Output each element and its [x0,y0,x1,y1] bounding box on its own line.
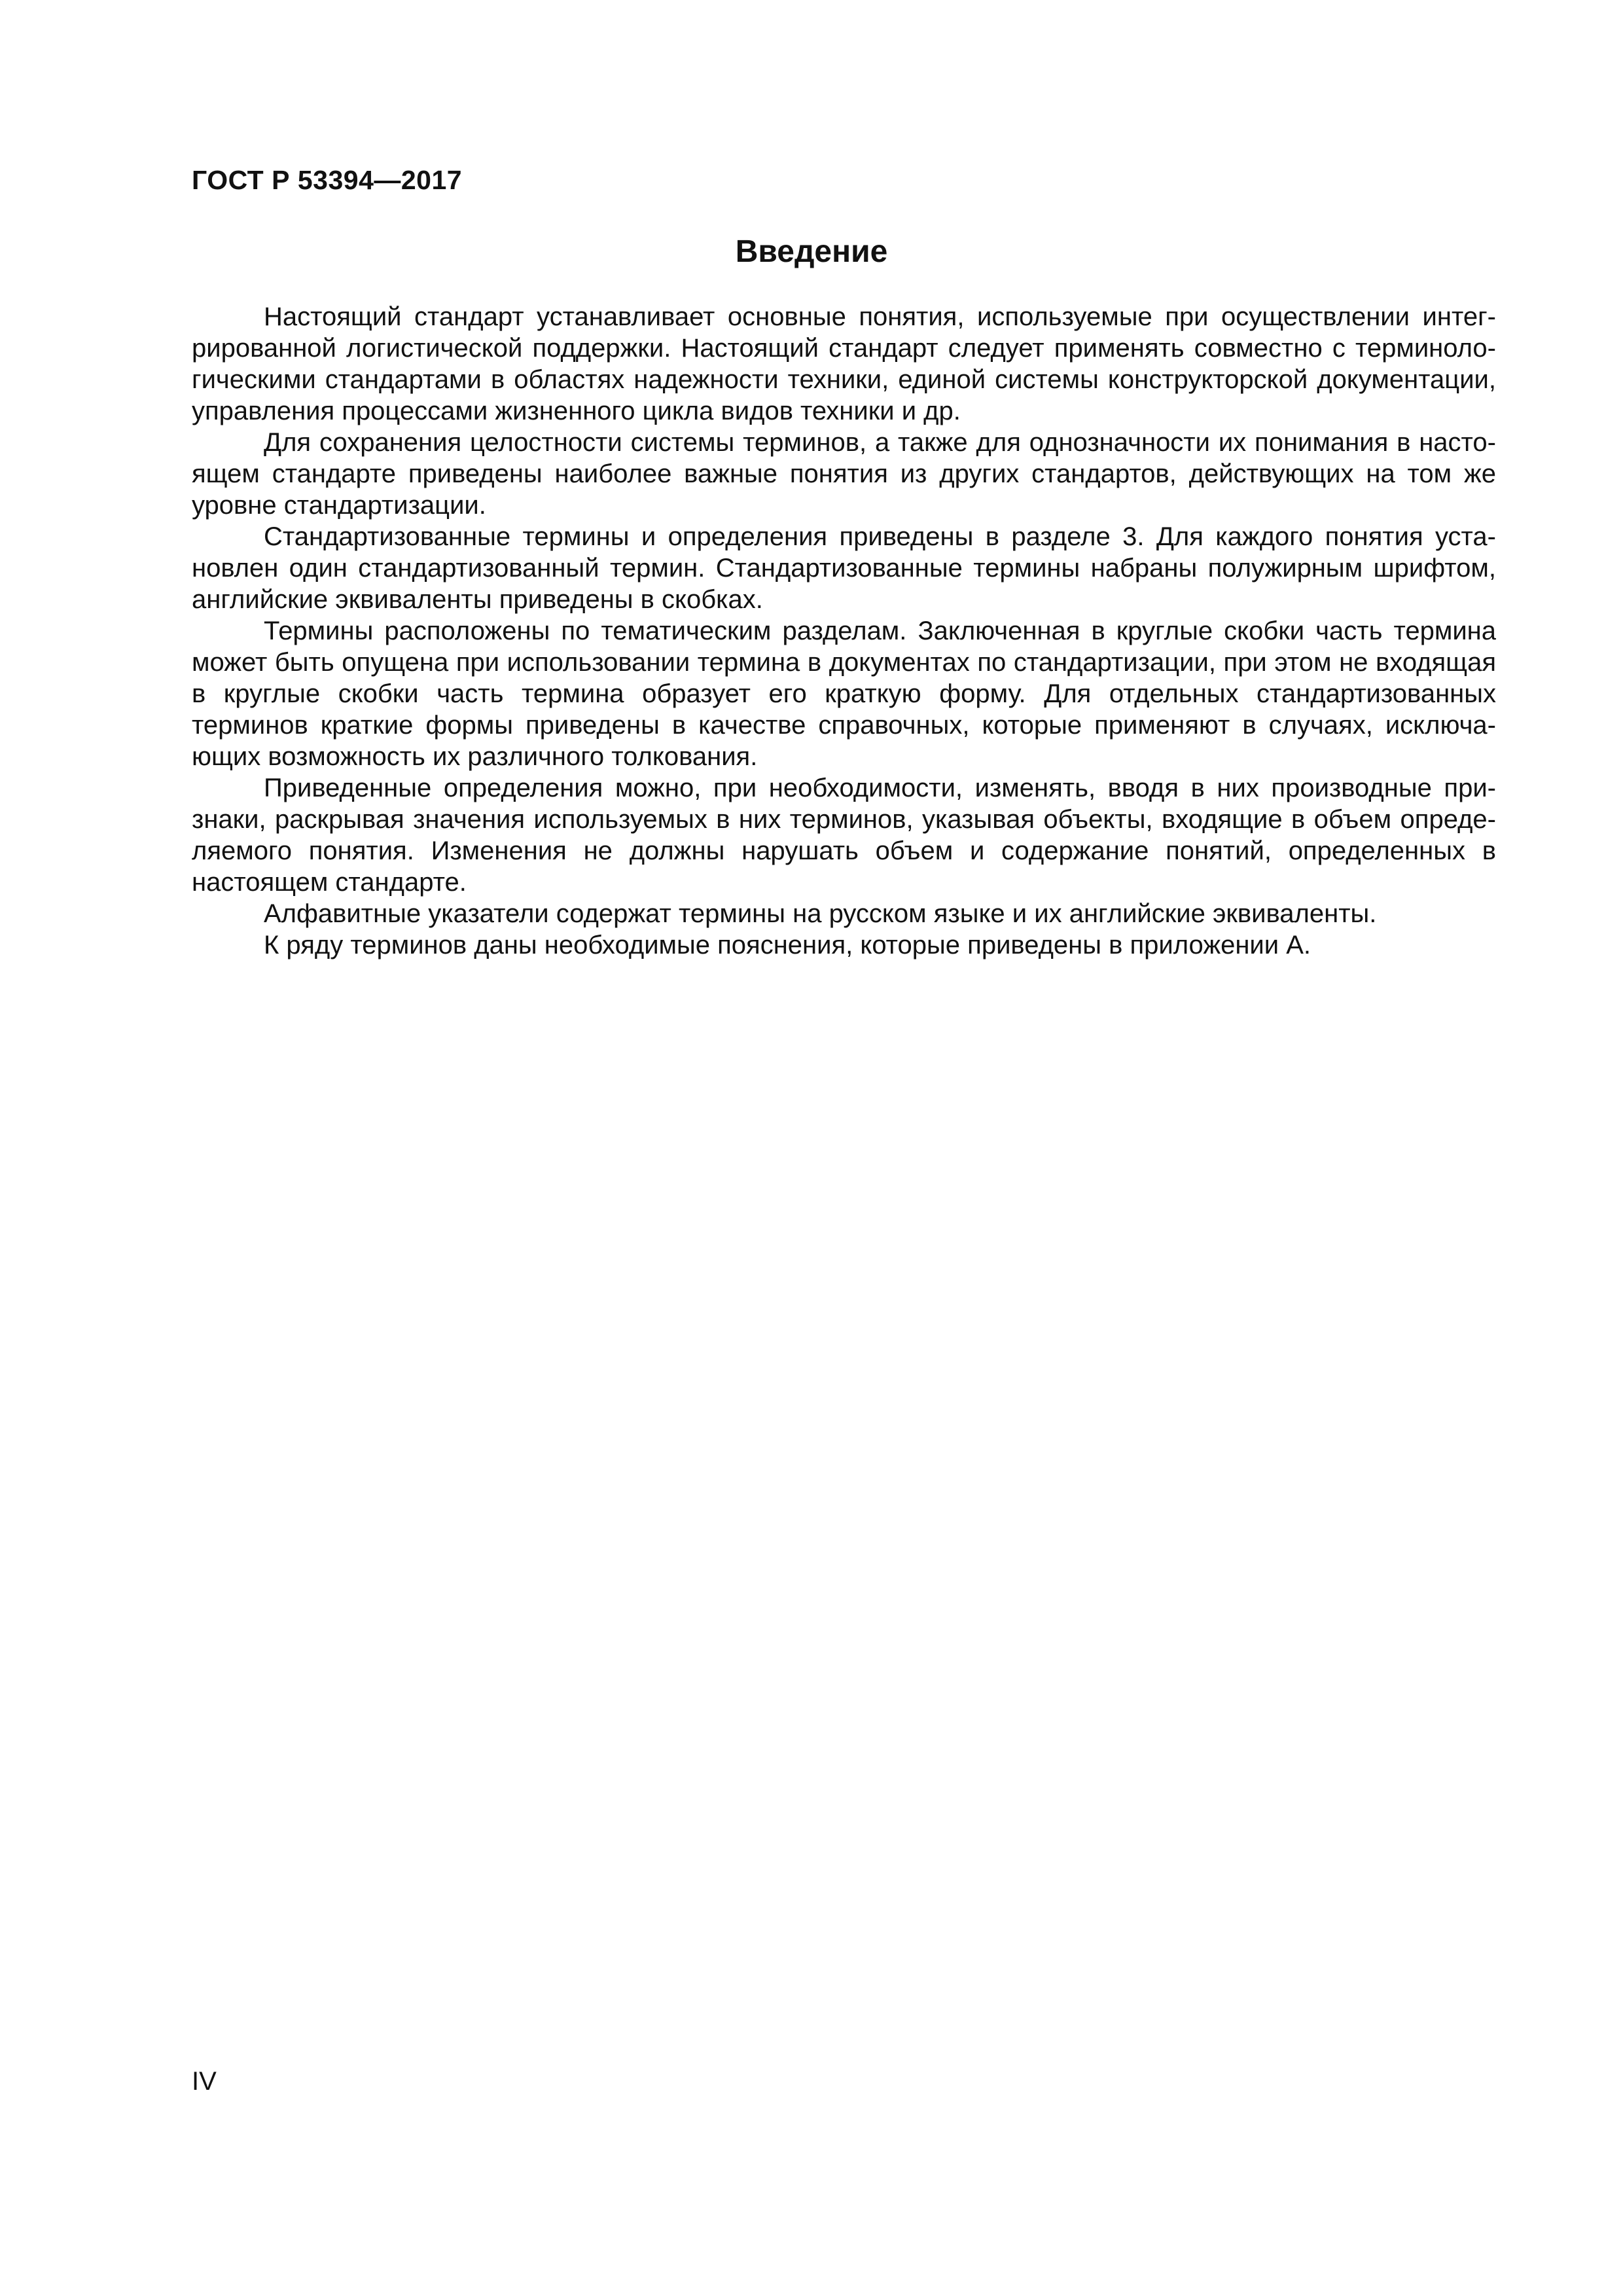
paragraph: К ряду терминов даны необходимые пояснения, которые приведены в приложении А. [264,931,1311,960]
paragraph: Приведенные определения можно, при необходимости, изменять, вводя в них производные признаки, раскрывая значения используемых в них терминов, указывая объекты, входящие в объем определяемого понятия. Изменения не должны нарушать объем и содержание понятий, определенных в настоящем стандарте. [192,774,1496,897]
paragraph: Настоящий стандарт устанавливает основные понятия, используемые при осуществлении интегрированной логистической поддержки. Настоящий стандарт следует применять совместно с терминологическими стандартами в областях надежности техники, единой системы конструкторской документации, управления процессами жизненного цикла видов техники и др. [192,302,1496,425]
paragraph: Для сохранения целостности системы терминов, а также для однозначности их понимания в настоящем стандарте приведены наиболее важные понятия из других стандартов, действующих на том же уровне стандартизации. [192,428,1496,520]
page-number: IV [192,2067,217,2096]
paragraph: Алфавитные указатели содержат термины на русском языке и их английские эквиваленты. [264,899,1377,928]
section-title: Введение [735,234,888,269]
paragraph: Термины расположены по тематическим разделам. Заключенная в круглые скобки часть термина может быть опущена при использовании термина в документах по стандартизации, при этом не входящая в круглые скобки часть термина образует его краткую форму. Для отдельных стандартизованных терминов краткие формы приведены в качестве справочных, которые применяют в случаях, исключающих возможность их различного толкования. [192,617,1496,771]
body-text [192,301,1496,961]
standard-code-header: ГОСТ Р 53394—2017 [192,165,463,195]
paragraph: Стандартизованные термины и определения приведены в разделе 3. Для каждого понятия установлен один стандартизованный термин. Стандартизованные термины набраны полужирным шрифтом, английские эквиваленты приведены в скобках. [192,522,1496,614]
